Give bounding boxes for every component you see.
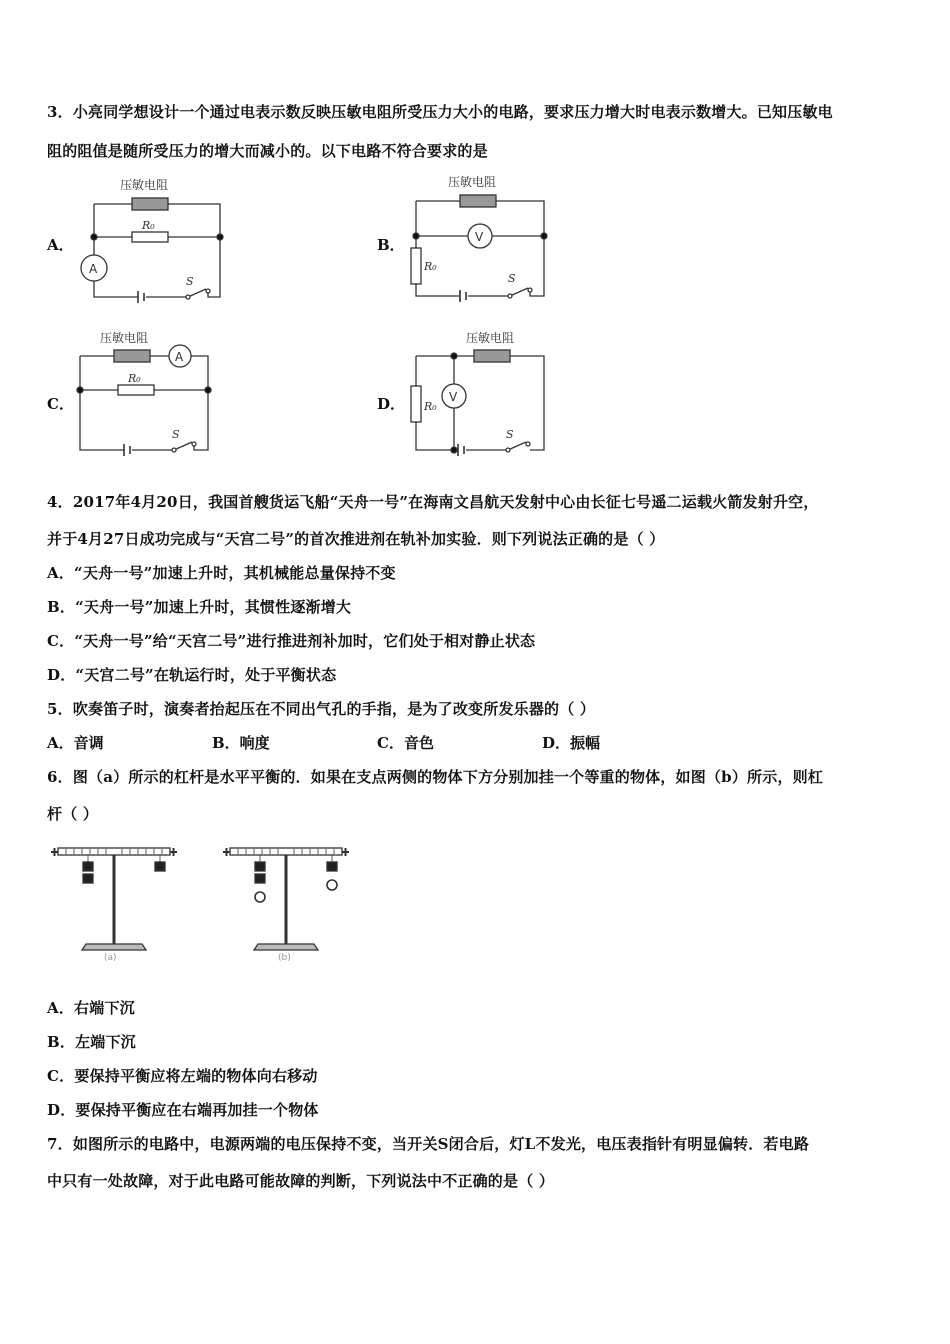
weight-icon	[255, 874, 265, 883]
circuit-a-ammeter-label: A	[89, 262, 98, 276]
q3-stem-line2: 阻的阻值是随所受压力的增大而减小的。以下电路不符合要求的是	[47, 142, 488, 160]
r0-resistor-icon	[118, 385, 154, 395]
q5-option-d[interactable]: D．振幅	[542, 734, 601, 752]
battery-icon	[460, 290, 466, 302]
battery-icon	[458, 444, 464, 456]
q6-option-b[interactable]: B．左端下沉	[47, 1033, 136, 1051]
q4-option-d[interactable]: D．“天宫二号”在轨运行时，处于平衡状态	[47, 666, 337, 684]
q5-option-b[interactable]: B．响度	[212, 734, 270, 752]
battery-icon	[138, 291, 144, 303]
switch-icon	[508, 442, 526, 450]
r0-resistor-icon	[411, 386, 421, 422]
r0-resistor-icon	[132, 232, 168, 242]
circuit-d-r0-label: R₀	[424, 400, 437, 413]
circuit-b-figure	[400, 172, 560, 304]
pressure-resistor-icon	[474, 350, 510, 362]
q3-option-b-label[interactable]: B．	[377, 236, 405, 254]
q6-stem-line2: 杆（ ）	[47, 805, 99, 823]
circuit-c-switch-label: S	[172, 428, 180, 441]
lever-b-caption: (b)	[278, 953, 291, 963]
circuit-d-figure	[402, 328, 552, 458]
q5-option-a[interactable]: A．音调	[47, 734, 104, 752]
q4-option-b[interactable]: B．“天舟一号”加速上升时，其惯性逐渐增大	[47, 598, 352, 616]
q6-option-c[interactable]: C．要保持平衡应将左端的物体向右移动	[47, 1067, 318, 1085]
q5-stem: 5．吹奏笛子时，演奏者抬起压在不同出气孔的手指，是为了改变所发乐器的（ ）	[47, 700, 596, 718]
weight-icon	[83, 862, 93, 871]
weight-icon	[327, 862, 337, 871]
lever-b	[223, 848, 349, 963]
battery-icon	[124, 444, 130, 456]
q3-stem-line1: 3．小亮同学想设计一个通过电表示数反映压敏电阻所受压力大小的电路，要求压力增大时电表示数增大。已知压敏电	[47, 103, 833, 121]
circuit-d-voltmeter-label: V	[449, 390, 458, 404]
q4-option-a[interactable]: A．“天舟一号”加速上升时，其机械能总量保持不变	[47, 564, 396, 582]
weight-icon	[155, 862, 165, 871]
circuit-a-sensor-label: 压敏电阻	[120, 178, 169, 192]
q7-stem-line1: 7．如图所示的电路中，电源两端的电压保持不变，当开关S闭合后，灯L不发光，电压表指针有明显偏转．若电路	[47, 1135, 810, 1153]
circuit-a-switch-label: S	[186, 275, 194, 288]
q3-option-c-label[interactable]: C．	[47, 395, 74, 413]
lever-figure	[46, 836, 358, 966]
pressure-resistor-icon	[114, 350, 150, 362]
circuit-c-figure	[70, 328, 230, 458]
lever-a	[51, 848, 177, 963]
switch-icon	[188, 289, 206, 297]
q3-option-a-label[interactable]: A．	[47, 236, 74, 254]
q4-stem-line1: 4．2017年4月20日，我国首艘货运飞船“天舟一号”在海南文昌航天发射中心由长征七号遥二运载火箭发射升空，	[47, 493, 819, 511]
circuit-b-r0-label: R₀	[424, 260, 437, 273]
hook-weight-icon	[327, 880, 337, 890]
q3-option-d-label[interactable]: D．	[377, 395, 406, 413]
circuit-c-sensor-label: 压敏电阻	[100, 331, 149, 345]
q7-stem-line2: 中只有一处故障，对于此电路可能故障的判断，下列说法中不正确的是（ ）	[47, 1172, 555, 1190]
q5-option-c[interactable]: C．音色	[377, 734, 434, 752]
circuit-a-figure	[72, 175, 232, 303]
hook-weight-icon	[255, 892, 265, 902]
switch-icon	[174, 442, 192, 450]
weight-icon	[83, 874, 93, 883]
circuit-a-r0-label: R₀	[142, 219, 155, 232]
circuit-b-switch-label: S	[508, 272, 516, 285]
pressure-resistor-icon	[132, 198, 168, 210]
r0-resistor-icon	[411, 248, 421, 284]
weight-icon	[255, 862, 265, 871]
circuit-b-voltmeter-label: V	[475, 230, 484, 244]
pressure-resistor-icon	[460, 195, 496, 207]
q4-option-c[interactable]: C．“天舟一号”给“天宫二号”进行推进剂补加时，它们处于相对静止状态	[47, 632, 536, 650]
circuit-c-ammeter-label: A	[175, 350, 184, 364]
q6-option-a[interactable]: A．右端下沉	[47, 999, 135, 1017]
circuit-c-r0-label: R₀	[128, 372, 141, 385]
circuit-b-sensor-label: 压敏电阻	[448, 175, 497, 189]
lever-a-caption: (a)	[104, 953, 117, 963]
circuit-d-switch-label: S	[506, 428, 514, 441]
circuit-d-sensor-label: 压敏电阻	[466, 331, 515, 345]
switch-icon	[510, 288, 528, 296]
q6-stem-line1: 6．图（a）所示的杠杆是水平平衡的．如果在支点两侧的物体下方分别加挂一个等重的物体，如图（b）所示，则杠	[47, 768, 824, 786]
q4-stem-line2: 并于4月27日成功完成与“天宫二号”的首次推进剂在轨补加实验．则下列说法正确的是（ ）	[47, 530, 665, 548]
q6-option-d[interactable]: D．要保持平衡应在右端再加挂一个物体	[47, 1101, 319, 1119]
